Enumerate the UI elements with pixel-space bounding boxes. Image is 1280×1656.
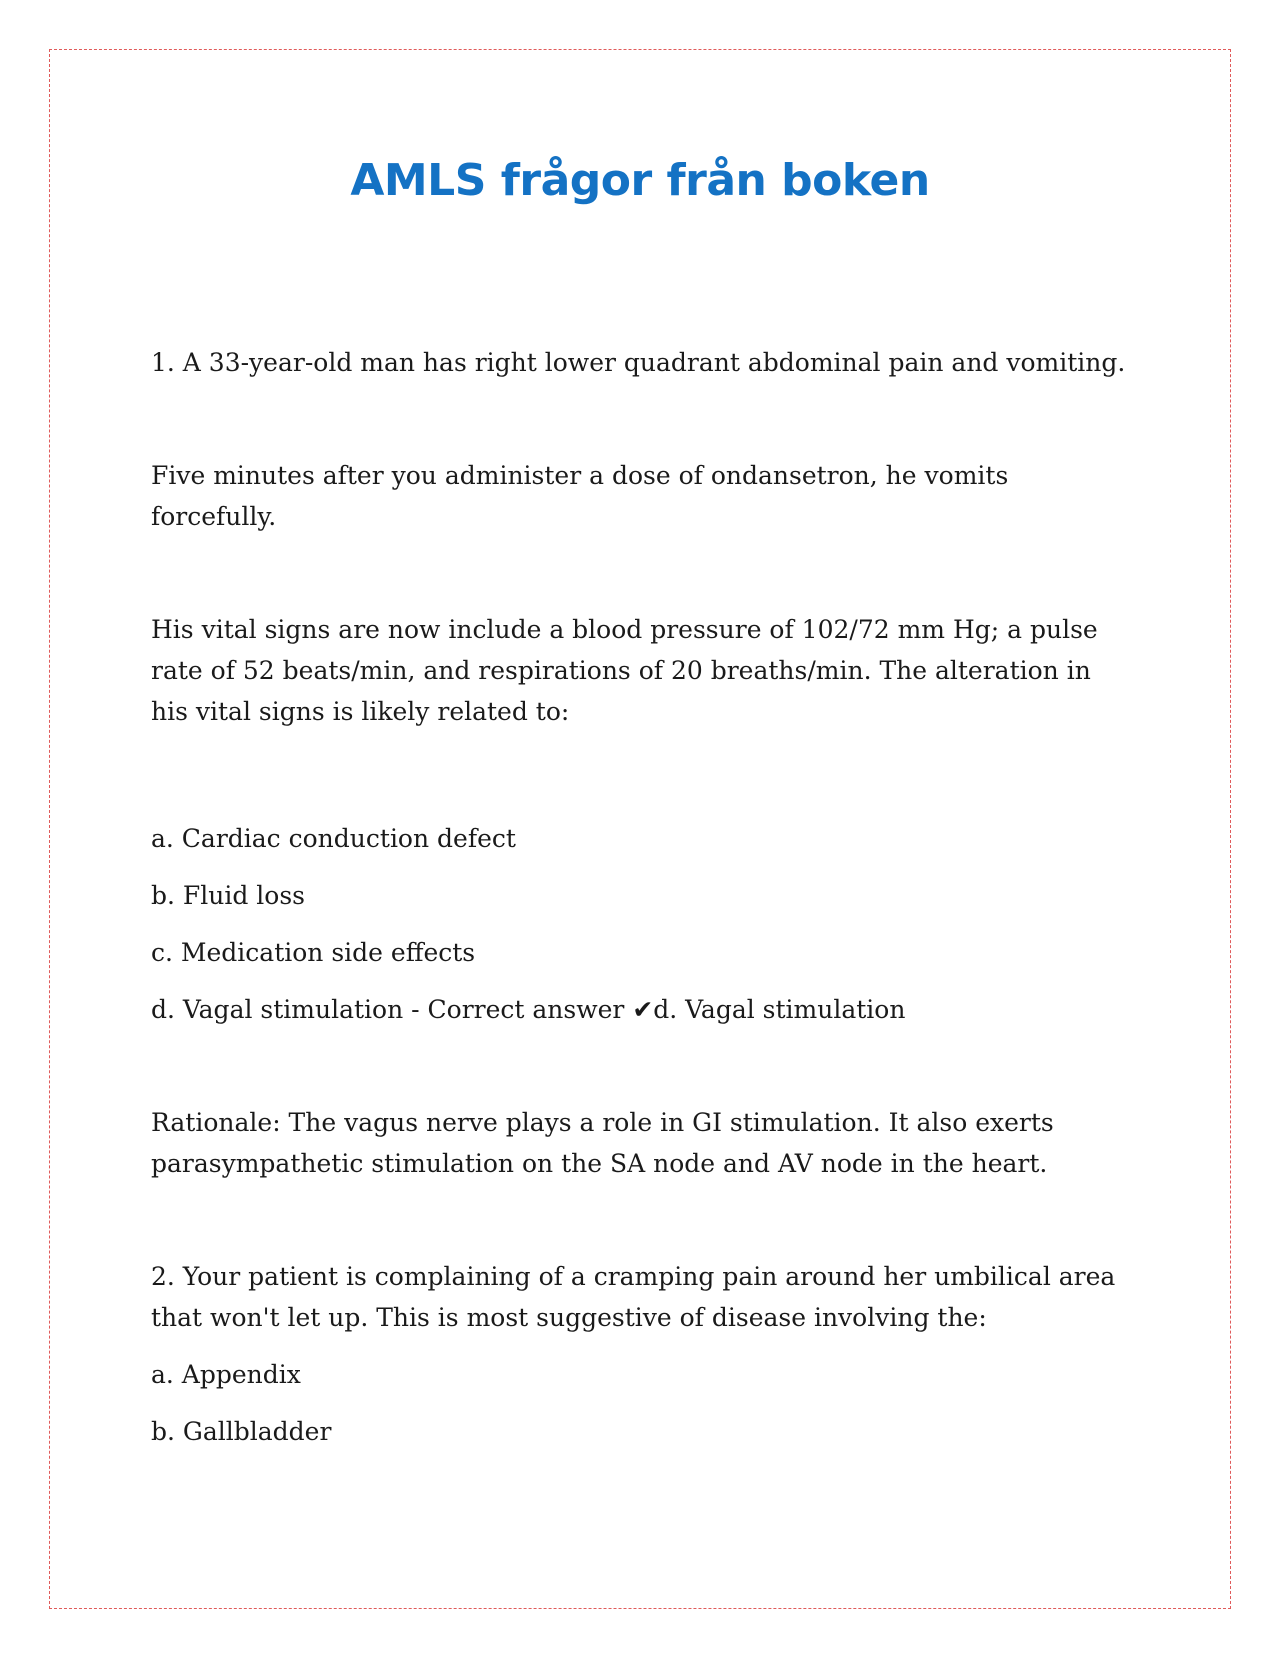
q1-intro: 1. A 33-year-old man has right lower quadrant abdominal pain and vomiting. [151, 348, 1126, 377]
q1-rationale: Rationale: The vagus nerve plays a role in GI stimulation. It also exerts parasympathetic stimulation on the SA node and AV node in the heart. [151, 1108, 1054, 1178]
q2-option-b: b. Gallbladder [151, 1417, 332, 1446]
document-title: AMLS frågor från boken [350, 155, 930, 206]
q1-option-b: b. Fluid loss [151, 881, 305, 910]
q1-stem: His vital signs are now include a blood pressure of 102/72 mm Hg; a pulse rate of 52 beats/min, and respirations of 20 breaths/min. The alteration in his vital signs is likely related to: [151, 615, 1098, 726]
q1-option-d: d. Vagal stimulation - Correct answer ✔d. Vagal stimulation [151, 995, 906, 1024]
q2-stem: 2. Your patient is complaining of a cramping pain around her umbilical area that won't let up. This is most suggestive of disease involving the: [151, 1262, 1116, 1332]
document-body [151, 342, 1131, 1452]
q1-event: Five minutes after you administer a dose of ondansetron, he vomits forcefully. [151, 461, 1009, 531]
q2-option-a: a. Appendix [151, 1360, 301, 1389]
q1-option-c: c. Medication side effects [151, 938, 476, 967]
q1-option-a: a. Cardiac conduction defect [151, 824, 516, 853]
